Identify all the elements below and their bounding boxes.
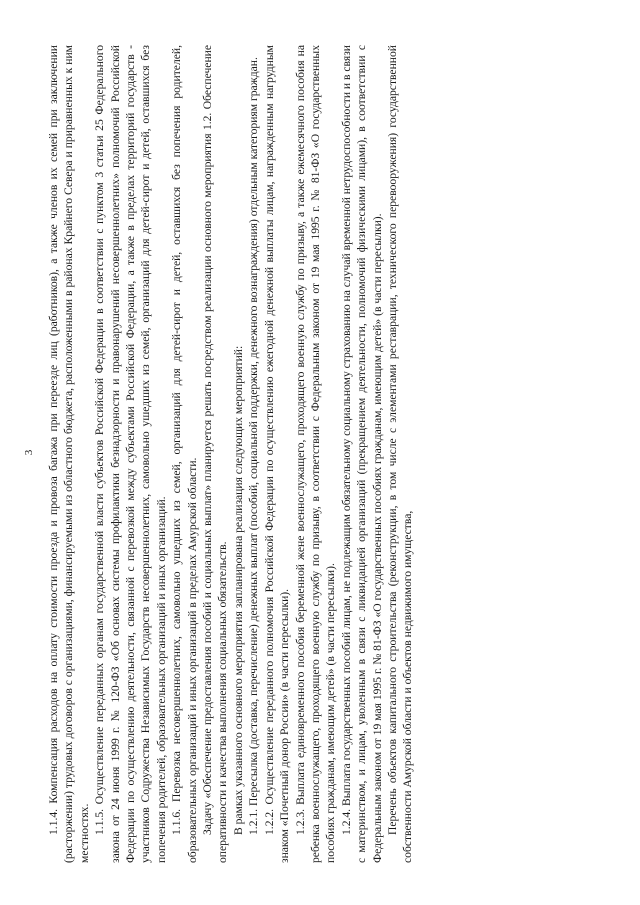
paragraph-1-1-4: 1.1.4. Компенсация расходов на оплату стоимости проезда и провоза багажа при переезде лиц (работников), а также членов их семей при заключении (расторжении) трудовых договоров с организациями, финансируемыми из областного бюджета, расположенными в районах Крайнего Севера и приравненных к ним местностях. (47, 45, 91, 863)
paragraph-capital-objects: Перечень объектов капитального строительства (реконструкции, в том числе с элементами реставрации, технического перевооружения) государственной собственности Амурской области и объектов недвижимого имущества, (385, 45, 415, 863)
paragraph-1-2-1: 1.2.1. Пересылка (доставка, перечисление) денежных выплат (пособий, социальной поддержки, денежного вознаграждения) отдельным категориям граждан. (247, 57, 261, 835)
paragraph-task: Задачу «Обеспечение предоставления пособий и социальных выплат» планируется решать посредством реализации основного мероприятия 1.2. Обеспечение оперативности и качества выполнения социальных обязательств. (201, 45, 230, 863)
paragraph-1-2-2: 1.2.2. Осуществление переданного полномочия Российской Федерации по осуществлению ежегодной денежной выплаты лицам, награжденным нагрудным знаком «Почетный донор России» (в части пересылки). (262, 45, 292, 863)
page-number: 3 (23, 449, 35, 456)
paragraph-1-2-3: 1.2.3. Выплата единовременного пособия беременной жене военнослужащего, проходящего военную службу по призыву, а также ежемесячного пособия на ребенка военнослужащего, проходящего военную службу по призыву, в соответствии с Федеральным законом от 19 мая 1995 г. № 81-ФЗ «О государственных пособиях гражданам, имеющим детей» (в части пересылки). (293, 45, 338, 863)
document-body (46, 45, 416, 863)
paragraph-1-1-6: 1.1.6. Перевозка несовершеннолетних, самовольно ушедших из семей, организаций для детей-сирот и детей, оставшихся без попечения родителей, образовательных организаций и иных организаций в пределах Амурской области. (170, 45, 199, 863)
paragraph-1-2-4: 1.2.4. Выплата государственных пособий лицам, не подлежащим обязательному социальному страхованию на случай временной нетрудоспособности и в связи с материнством, и лицам, уволенным в связи с ликвидацией организаций (прекращением деятельности, полномочий физическими лицами), в соответствии с Федеральным законом от 19 мая 1995 г. № 81-ФЗ «О государственных пособиях гражданам, имеющим детей» (в части пересылки). (339, 45, 384, 863)
paragraph-1-1-5: 1.1.5. Осуществление переданных органам государственной власти субъектов Российской Федерации в соответствии с пунктом 3 статьи 25 Федерального закона от 24 июня 1999 г. № 120-ФЗ «Об основах системы профилактики безнадзорности и правонарушений несовершеннолетних» полномочий Российской Федерации по осуществлению деятельности, связанной с перевозкой между субъектами Российской Федерации, а также в пределах территорий государств - участников Содружества Независимых Государств несовершеннолетних, самовольно ушедших из семей, организаций для детей-сирот и детей, оставшихся без попечения родителей, образовательных организаций и иных организаций. (93, 45, 168, 863)
paragraph-measures-intro: В рамках указанного основного мероприятия запланирована реализация следующих мероприятий: (231, 345, 245, 835)
